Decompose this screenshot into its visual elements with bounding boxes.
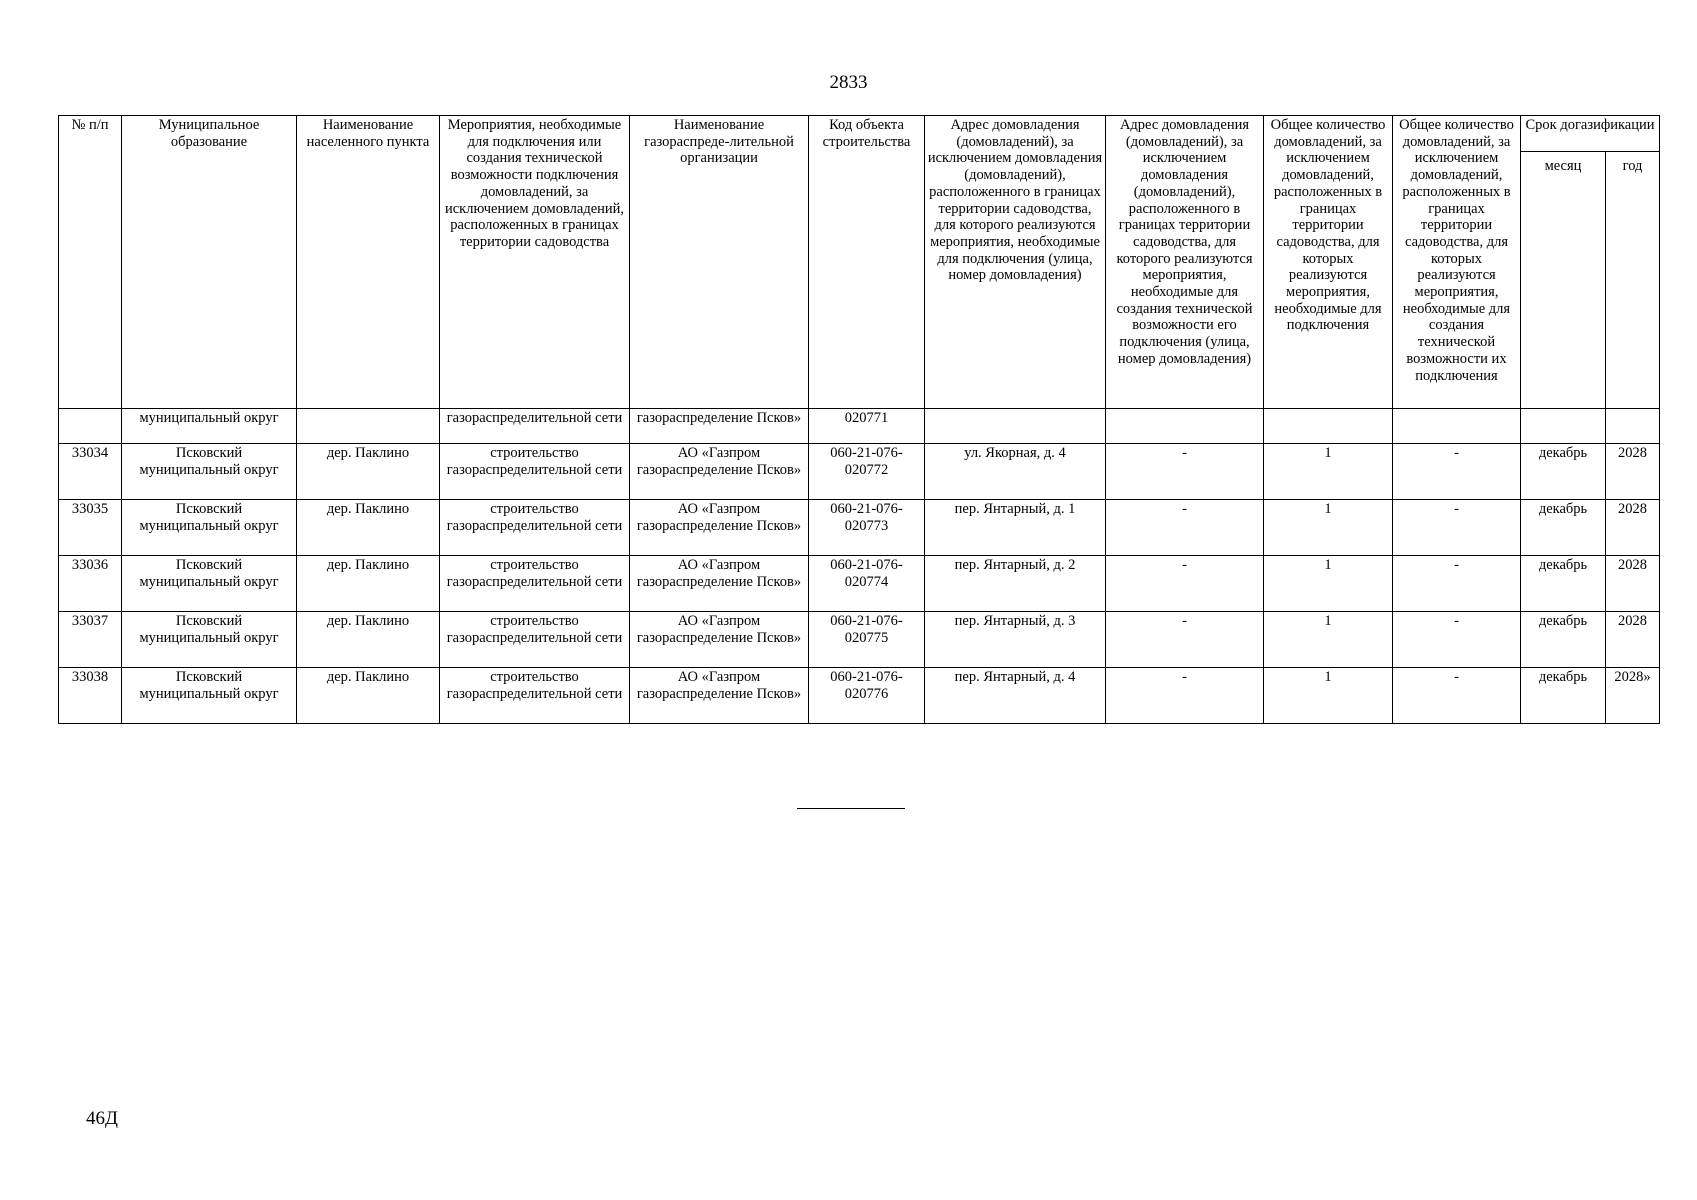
table-body: [59, 409, 1660, 724]
header-year: год: [1606, 152, 1660, 409]
header-address-connect: Адрес домовладения (домовладений), за исключением домовладения (домовладений), расположенного в границах территории садоводства, для которого реализуются мероприятия, необходимые для подключения (улица, номер домовладения): [925, 116, 1106, 409]
cell-count-tech: -: [1393, 500, 1521, 556]
header-settlement: Наименование населенного пункта: [297, 116, 440, 409]
table-row: [59, 668, 1660, 724]
cell-count-tech: -: [1393, 556, 1521, 612]
header-gas-org: Наименование газораспреде-лительной организации: [630, 116, 809, 409]
cell-count-connect: 1: [1264, 444, 1393, 500]
cell-gas-org: АО «Газпром газораспределение Псков»: [630, 556, 809, 612]
footer-code: 46Д: [86, 1108, 118, 1129]
cell-settlement: дер. Паклино: [297, 444, 440, 500]
table-row-continuation: [59, 409, 1660, 444]
cell-address-tech: -: [1106, 556, 1264, 612]
header-month: месяц: [1521, 152, 1606, 409]
cell-settlement: дер. Паклино: [297, 668, 440, 724]
cell-gas-org: АО «Газпром газораспределение Псков»: [630, 612, 809, 668]
cell-address-connect: пер. Янтарный, д. 3: [925, 612, 1106, 668]
cell-count-connect: 1: [1264, 668, 1393, 724]
cell-count-connect: 1: [1264, 556, 1393, 612]
table-header: [59, 116, 1660, 409]
header-municipality: Муниципальное образование: [122, 116, 297, 409]
cell-year: 2028: [1606, 612, 1660, 668]
cell-code: 060-21-076-020776: [809, 668, 925, 724]
cell-measures: строительство газораспределительной сети: [440, 612, 630, 668]
cell-settlement: [297, 409, 440, 444]
cell-code: 060-21-076-020773: [809, 500, 925, 556]
cell-measures: газораспределительной сети: [440, 409, 630, 444]
cell-gas-org: АО «Газпром газораспределение Псков»: [630, 668, 809, 724]
cell-settlement: дер. Паклино: [297, 500, 440, 556]
cell-address-tech: -: [1106, 444, 1264, 500]
cell-num: 33034: [59, 444, 122, 500]
cell-month: декабрь: [1521, 444, 1606, 500]
cell-month: декабрь: [1521, 556, 1606, 612]
cell-measures: строительство газораспределительной сети: [440, 556, 630, 612]
cell-count-connect: [1264, 409, 1393, 444]
cell-settlement: дер. Паклино: [297, 556, 440, 612]
cell-count-connect: 1: [1264, 612, 1393, 668]
table-row: [59, 500, 1660, 556]
cell-municipality: Псковский муниципальный округ: [122, 556, 297, 612]
separator-line: [797, 808, 905, 809]
cell-address-tech: -: [1106, 668, 1264, 724]
table-row: [59, 556, 1660, 612]
header-count-connect: Общее количество домовладений, за исключением домовладений, расположенных в границах территории садоводства, для которых реализуются мероприятия, необходимые для подключения: [1264, 116, 1393, 409]
cell-address-tech: [1106, 409, 1264, 444]
cell-code: 060-21-076-020774: [809, 556, 925, 612]
cell-month: декабрь: [1521, 668, 1606, 724]
cell-year: 2028»: [1606, 668, 1660, 724]
cell-address-connect: пер. Янтарный, д. 1: [925, 500, 1106, 556]
header-num: № п/п: [59, 116, 122, 409]
header-address-tech: Адрес домовладения (домовладений), за исключением домовладения (домовладений), расположенного в границах территории садоводства, для которого реализуются мероприятия, необходимые для создания технической возможности его подключения (улица, номер домовладения): [1106, 116, 1264, 409]
cell-year: 2028: [1606, 444, 1660, 500]
cell-address-connect: пер. Янтарный, д. 4: [925, 668, 1106, 724]
table-row: [59, 612, 1660, 668]
cell-gas-org: газораспределение Псков»: [630, 409, 809, 444]
cell-year: [1606, 409, 1660, 444]
cell-municipality: муниципальный округ: [122, 409, 297, 444]
cell-num: 33035: [59, 500, 122, 556]
cell-count-tech: [1393, 409, 1521, 444]
cell-address-tech: -: [1106, 612, 1264, 668]
cell-measures: строительство газораспределительной сети: [440, 500, 630, 556]
cell-measures: строительство газораспределительной сети: [440, 444, 630, 500]
cell-count-tech: -: [1393, 668, 1521, 724]
cell-num: 33036: [59, 556, 122, 612]
cell-num: 33038: [59, 668, 122, 724]
cell-settlement: дер. Паклино: [297, 612, 440, 668]
cell-code: 020771: [809, 409, 925, 444]
page-number: 2833: [829, 72, 868, 93]
cell-count-tech: -: [1393, 612, 1521, 668]
cell-address-connect: ул. Якорная, д. 4: [925, 444, 1106, 500]
cell-municipality: Псковский муниципальный округ: [122, 668, 297, 724]
cell-code: 060-21-076-020775: [809, 612, 925, 668]
cell-num: [59, 409, 122, 444]
cell-municipality: Псковский муниципальный округ: [122, 612, 297, 668]
header-code: Код объекта строительства: [809, 116, 925, 409]
cell-gas-org: АО «Газпром газораспределение Псков»: [630, 444, 809, 500]
cell-year: 2028: [1606, 500, 1660, 556]
cell-municipality: Псковский муниципальный округ: [122, 500, 297, 556]
cell-count-tech: -: [1393, 444, 1521, 500]
cell-code: 060-21-076-020772: [809, 444, 925, 500]
cell-gas-org: АО «Газпром газораспределение Псков»: [630, 500, 809, 556]
header-measures: Мероприятия, необходимые для подключения или создания технической возможности подключения домовладений, за исключением домовладений, расположенных в границах территории садоводства: [440, 116, 630, 409]
cell-address-connect: [925, 409, 1106, 444]
cell-count-connect: 1: [1264, 500, 1393, 556]
cell-address-tech: -: [1106, 500, 1264, 556]
cell-num: 33037: [59, 612, 122, 668]
cell-address-connect: пер. Янтарный, д. 2: [925, 556, 1106, 612]
cell-month: декабрь: [1521, 612, 1606, 668]
cell-year: 2028: [1606, 556, 1660, 612]
cell-month: [1521, 409, 1606, 444]
gasification-table: [58, 115, 1660, 724]
table-row: [59, 444, 1660, 500]
cell-municipality: Псковский муниципальный округ: [122, 444, 297, 500]
header-term: Срок догазификации: [1521, 116, 1660, 152]
header-count-tech: Общее количество домовладений, за исключением домовладений, расположенных в границах территории садоводства, для которых реализуются мероприятия, необходимые для создания технической возможности их подключения: [1393, 116, 1521, 409]
cell-month: декабрь: [1521, 500, 1606, 556]
cell-measures: строительство газораспределительной сети: [440, 668, 630, 724]
